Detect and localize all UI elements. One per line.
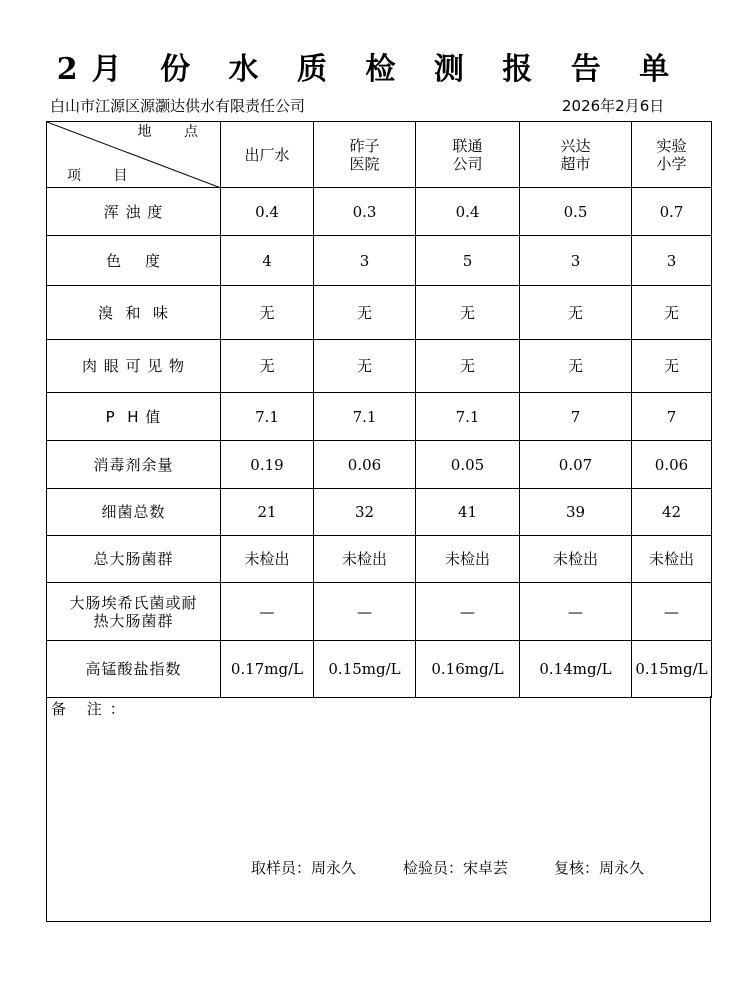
item-axis-label: 项 目 [67,168,142,185]
value-cell: 无 [416,340,520,393]
value-cell: 无 [314,340,416,393]
value-cell: 0.5 [520,188,632,236]
value-cell: 0.06 [314,441,416,489]
item-name-cell: 总大肠菌群 [47,536,221,583]
table-row [47,393,712,441]
value-cell: 未检出 [314,536,416,583]
item-name-cell: 溴 和 味 [47,286,221,340]
item-name-cell: 肉 眼 可 见 物 [47,340,221,393]
item-name-cell: 高锰酸盐指数 [47,641,221,698]
value-cell: 0.06 [632,441,712,489]
value-cell: 7 [520,393,632,441]
value-cell: 7.1 [314,393,416,441]
table-row [47,641,712,698]
table-row [47,583,712,641]
value-cell: — [416,583,520,641]
value-cell: — [520,583,632,641]
value-cell: 7 [632,393,712,441]
table-row [47,188,712,236]
value-cell: 39 [520,489,632,536]
value-cell: 0.17mg/L [221,641,314,698]
value-cell: 无 [632,286,712,340]
value-cell: 0.15mg/L [314,641,416,698]
value-cell: 4 [221,236,314,286]
value-cell: 0.15mg/L [632,641,712,698]
table-row [47,441,712,489]
value-cell: 41 [416,489,520,536]
value-cell: 0.07 [520,441,632,489]
table-row [47,489,712,536]
location-header-cell: 砟子 医院 [314,122,416,188]
value-cell: 无 [221,340,314,393]
inspector-signature: 检验员：宋卓芸 [403,859,509,877]
location-header-cell: 联通 公司 [416,122,520,188]
location-header-cell: 实验 小学 [632,122,712,188]
location-header-cell: 出厂水 [221,122,314,188]
value-cell: 未检出 [632,536,712,583]
value-cell: 无 [314,286,416,340]
value-cell: 未检出 [416,536,520,583]
value-cell: 未检出 [520,536,632,583]
value-cell: — [314,583,416,641]
value-cell: 0.3 [314,188,416,236]
table-row [47,340,712,393]
location-header-cell: 兴达 超市 [520,122,632,188]
table-row [47,286,712,340]
value-cell: 0.4 [221,188,314,236]
value-cell: 3 [314,236,416,286]
item-name-cell: 大肠埃希氏菌或耐 热大肠菌群 [47,583,221,641]
value-cell: 0.19 [221,441,314,489]
report-title: 2月 份 水 质 检 测 报 告 单 [56,52,684,87]
value-cell: 5 [416,236,520,286]
value-cell: — [632,583,712,641]
value-cell: 42 [632,489,712,536]
item-name-cell: 消毒剂余量 [47,441,221,489]
item-name-cell: 色 度 [47,236,221,286]
value-cell: 无 [520,340,632,393]
value-cell: 无 [416,286,520,340]
value-cell: 21 [221,489,314,536]
value-cell: 0.14mg/L [520,641,632,698]
value-cell: — [221,583,314,641]
sampler-signature: 取样员：周永久 [251,859,357,877]
item-name-cell: P H 值 [47,393,221,441]
value-cell: 无 [520,286,632,340]
value-cell: 7.1 [416,393,520,441]
value-cell: 32 [314,489,416,536]
location-axis-label: 地 点 [137,124,212,140]
header-row [47,122,712,188]
value-cell: 0.05 [416,441,520,489]
value-cell: 3 [520,236,632,286]
value-cell: 无 [632,340,712,393]
remarks-box [46,696,711,922]
item-name-cell: 浑 浊 度 [47,188,221,236]
value-cell: 3 [632,236,712,286]
company-name: 白山市江源区源灏达供水有限责任公司 [50,97,306,115]
corner-header-cell [47,122,221,188]
value-cell: 0.4 [416,188,520,236]
reviewer-signature: 复核：周永久 [554,859,645,877]
item-name-cell: 细菌总数 [47,489,221,536]
table-row [47,536,712,583]
value-cell: 7.1 [221,393,314,441]
value-cell: 0.16mg/L [416,641,520,698]
report-date: 2026年2月6日 [562,97,665,115]
remarks-label: 备 注： [51,700,133,718]
value-cell: 0.7 [632,188,712,236]
value-cell: 无 [221,286,314,340]
value-cell: 未检出 [221,536,314,583]
water-quality-table [46,121,712,698]
table-row [47,236,712,286]
